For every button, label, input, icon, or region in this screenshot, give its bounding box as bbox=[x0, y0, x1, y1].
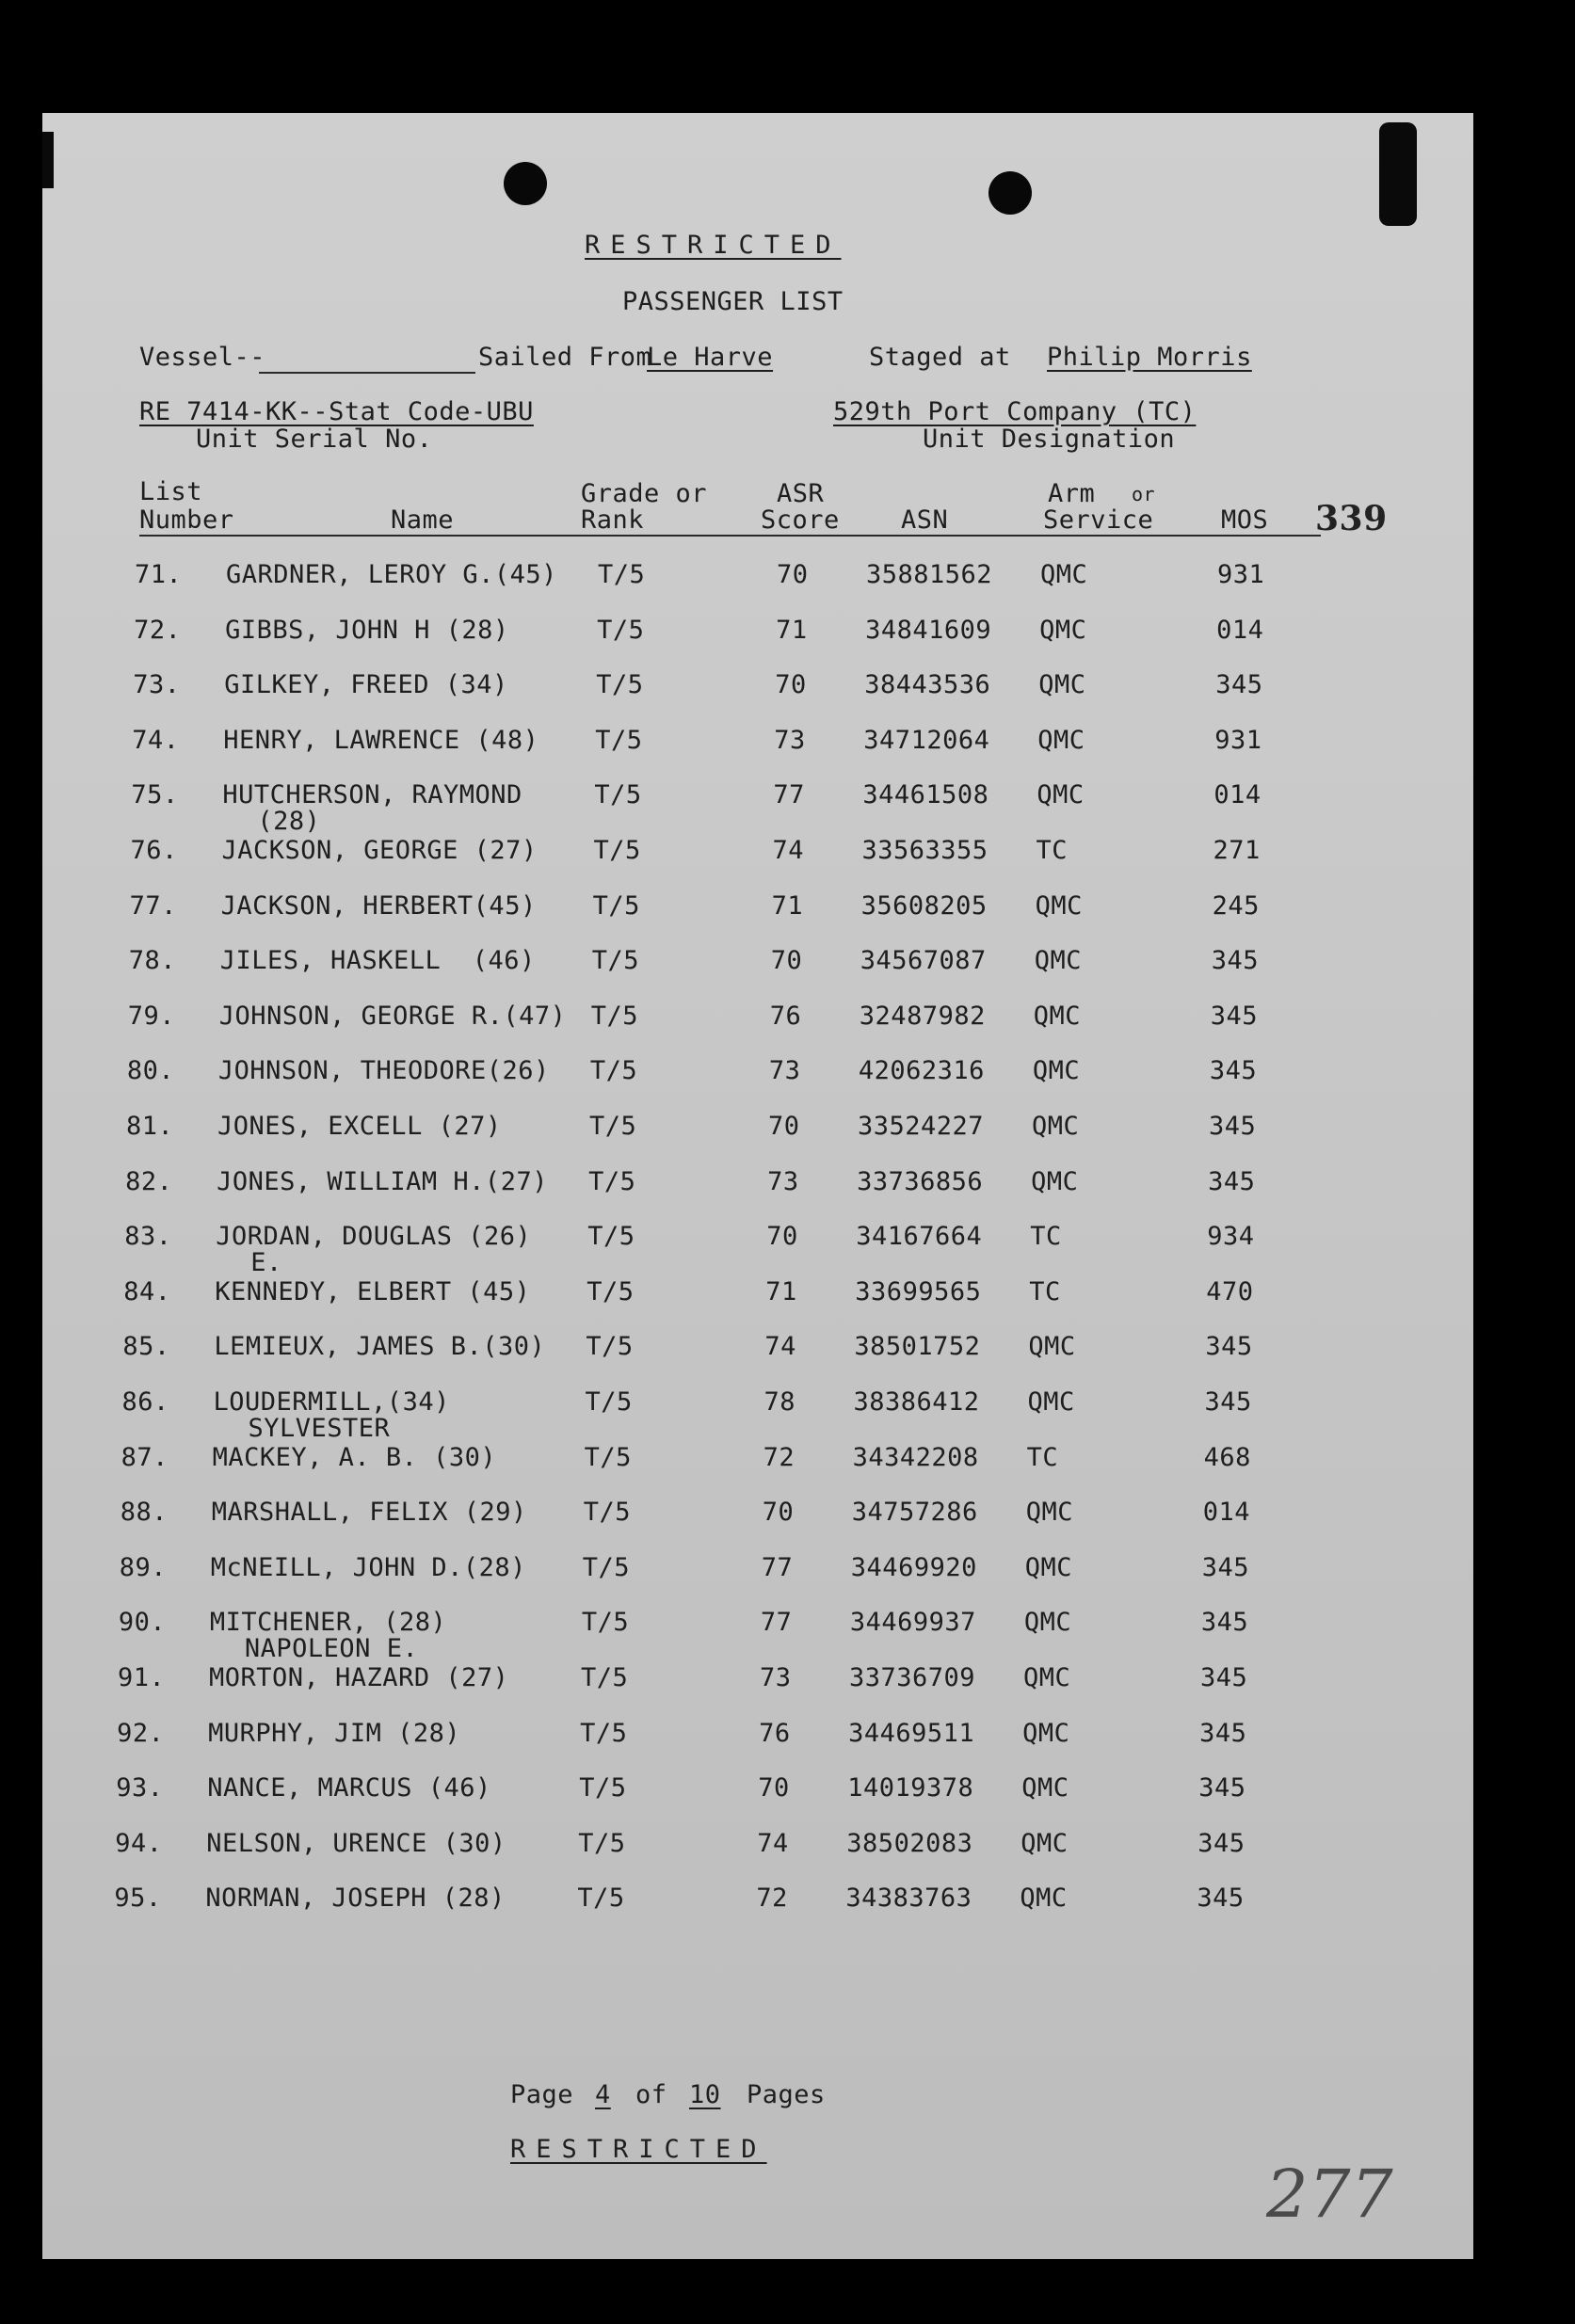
passenger-name: MITCHENER, (28) bbox=[209, 1608, 447, 1638]
handwritten-number: 277 bbox=[1266, 2156, 1394, 2233]
stamp-number: 339 bbox=[1315, 499, 1388, 538]
grade: T/5 bbox=[588, 1166, 636, 1196]
col-asr-line2: Score bbox=[761, 505, 840, 535]
passenger-name-continued: (28) bbox=[257, 807, 321, 837]
asn: 33736709 bbox=[849, 1663, 976, 1692]
col-asn: ASN bbox=[901, 505, 949, 535]
grade: T/5 bbox=[582, 1552, 631, 1582]
list-number: 94. bbox=[115, 1828, 163, 1858]
asr-score: 71 bbox=[765, 1276, 797, 1306]
service: QMC bbox=[1023, 1608, 1072, 1638]
mos: 014 bbox=[1213, 780, 1262, 810]
asr-score: 70 bbox=[762, 1498, 795, 1528]
asr-score: 72 bbox=[763, 1442, 796, 1472]
mos: 345 bbox=[1205, 1332, 1253, 1362]
mos: 014 bbox=[1202, 1498, 1250, 1528]
passenger-name: NELSON, URENCE (30) bbox=[206, 1828, 506, 1858]
asn: 34342208 bbox=[852, 1442, 979, 1472]
mos: 345 bbox=[1199, 1718, 1247, 1748]
passenger-name: NORMAN, JOSEPH (28) bbox=[205, 1883, 506, 1914]
asr-score: 70 bbox=[777, 560, 809, 589]
list-number: 91. bbox=[118, 1663, 166, 1692]
mos: 345 bbox=[1197, 1828, 1246, 1858]
passenger-name: JORDAN, DOUGLAS (26) bbox=[216, 1222, 532, 1252]
sailed-from-label: Sailed From bbox=[478, 343, 652, 372]
service: QMC bbox=[1040, 560, 1088, 589]
service: QMC bbox=[1037, 725, 1085, 755]
list-number: 80. bbox=[126, 1056, 175, 1086]
asr-score: 70 bbox=[758, 1773, 790, 1803]
asr-score: 70 bbox=[766, 1222, 798, 1252]
staged-at-value: Philip Morris bbox=[1047, 343, 1252, 372]
grade: T/5 bbox=[584, 1442, 632, 1472]
asr-score: 71 bbox=[771, 890, 804, 921]
col-arm-line2: Service bbox=[1043, 505, 1154, 535]
unit-serial-label: Unit Serial No. bbox=[196, 425, 433, 454]
service: QMC bbox=[1025, 1498, 1073, 1528]
service: QMC bbox=[1021, 1773, 1069, 1803]
passenger-name: JONES, WILLIAM H.(27) bbox=[217, 1166, 548, 1196]
list-number: 84. bbox=[123, 1276, 171, 1306]
asr-score: 76 bbox=[769, 1001, 802, 1031]
service: QMC bbox=[1034, 946, 1082, 976]
grade: T/5 bbox=[590, 1001, 639, 1031]
asn: 34712064 bbox=[863, 725, 990, 755]
grade: T/5 bbox=[593, 836, 641, 865]
asn: 38502083 bbox=[846, 1828, 973, 1858]
list-number: 93. bbox=[116, 1773, 164, 1803]
service: TC bbox=[1030, 1222, 1062, 1252]
col-mos: MOS bbox=[1221, 505, 1269, 535]
asn: 34567087 bbox=[860, 946, 987, 976]
passenger-name: NANCE, MARCUS (46) bbox=[207, 1773, 491, 1803]
grade: T/5 bbox=[583, 1498, 631, 1528]
service: QMC bbox=[1035, 890, 1083, 921]
list-number: 79. bbox=[127, 1001, 176, 1031]
mos: 345 bbox=[1215, 670, 1263, 700]
grade: T/5 bbox=[589, 1112, 637, 1141]
list-number: 72. bbox=[134, 615, 182, 645]
asr-score: 73 bbox=[767, 1166, 799, 1196]
asr-score: 71 bbox=[776, 615, 808, 645]
grade: T/5 bbox=[585, 1387, 633, 1417]
asr-score: 74 bbox=[772, 836, 805, 865]
classification-footer: RESTRICTED bbox=[510, 2135, 767, 2164]
mos: 014 bbox=[1216, 615, 1264, 645]
list-number: 87. bbox=[121, 1442, 169, 1472]
grade: T/5 bbox=[580, 1718, 628, 1748]
passenger-name: MARSHALL, FELIX (29) bbox=[211, 1498, 527, 1528]
asn: 38443536 bbox=[864, 670, 991, 700]
grade: T/5 bbox=[581, 1663, 629, 1692]
grade: T/5 bbox=[592, 890, 640, 921]
asn: 33736856 bbox=[857, 1166, 984, 1196]
asn: 34757286 bbox=[851, 1498, 978, 1528]
asr-score: 74 bbox=[757, 1828, 789, 1858]
vessel-label: Vessel-- bbox=[139, 343, 266, 372]
service: TC bbox=[1026, 1442, 1059, 1472]
classification-header: RESTRICTED bbox=[585, 231, 842, 260]
mos: 931 bbox=[1217, 560, 1265, 589]
asr-score: 77 bbox=[761, 1552, 794, 1582]
asn: 35881562 bbox=[866, 560, 993, 589]
page-of: of bbox=[635, 2080, 667, 2109]
grade: T/5 bbox=[587, 1276, 635, 1306]
list-number: 71. bbox=[135, 560, 183, 589]
mos: 345 bbox=[1210, 1001, 1259, 1031]
list-number: 85. bbox=[122, 1332, 170, 1362]
passenger-name: LOUDERMILL,(34) bbox=[213, 1387, 450, 1417]
list-number: 92. bbox=[117, 1718, 165, 1748]
passenger-name-continued: SYLVESTER bbox=[248, 1414, 391, 1443]
list-number: 88. bbox=[120, 1498, 168, 1528]
service: QMC bbox=[1037, 780, 1085, 810]
asn: 14019378 bbox=[847, 1773, 974, 1803]
asr-score: 70 bbox=[768, 1112, 800, 1141]
passenger-name: LEMIEUX, JAMES B.(30) bbox=[214, 1332, 546, 1362]
col-list-number-line2: Number bbox=[139, 505, 234, 535]
passenger-name: McNEILL, JOHN D.(28) bbox=[210, 1552, 526, 1582]
mos: 345 bbox=[1208, 1166, 1256, 1196]
passenger-name: JOHNSON, THEODORE(26) bbox=[217, 1056, 550, 1086]
asr-score: 73 bbox=[768, 1056, 801, 1086]
service: QMC bbox=[1031, 1166, 1079, 1196]
grade: T/5 bbox=[589, 1056, 638, 1086]
service: QMC bbox=[1032, 1056, 1081, 1086]
mos: 345 bbox=[1204, 1387, 1252, 1417]
mos: 345 bbox=[1200, 1608, 1249, 1638]
grade: T/5 bbox=[578, 1828, 626, 1858]
document-page bbox=[42, 113, 1473, 2259]
list-number: 73. bbox=[133, 670, 181, 700]
passenger-name: KENNEDY, ELBERT (45) bbox=[215, 1276, 531, 1306]
mos: 345 bbox=[1209, 1056, 1258, 1086]
service: QMC bbox=[1023, 1663, 1071, 1692]
asr-score: 78 bbox=[763, 1387, 796, 1417]
grade: T/5 bbox=[595, 725, 643, 755]
unit-serial-value: RE 7414-KK--Stat Code-UBU bbox=[139, 397, 534, 426]
grade: T/5 bbox=[597, 615, 645, 645]
mos: 345 bbox=[1211, 946, 1259, 976]
service: QMC bbox=[1033, 1001, 1082, 1031]
mos: 345 bbox=[1200, 1663, 1248, 1692]
col-name: Name bbox=[391, 505, 455, 535]
unit-designation-value: 529th Port Company (TC) bbox=[833, 397, 1197, 426]
grade: T/5 bbox=[587, 1222, 635, 1252]
asn: 38501752 bbox=[854, 1332, 981, 1362]
service: QMC bbox=[1024, 1552, 1073, 1582]
asr-score: 72 bbox=[756, 1883, 788, 1914]
asr-score: 74 bbox=[764, 1332, 796, 1362]
mos: 345 bbox=[1201, 1552, 1250, 1582]
service: QMC bbox=[1022, 1718, 1070, 1748]
col-asr-line1: ASR bbox=[777, 479, 825, 508]
asn: 34469511 bbox=[848, 1718, 975, 1748]
service: QMC bbox=[1020, 1883, 1068, 1914]
asn: 32487982 bbox=[859, 1001, 986, 1031]
col-grade-line2: Rank bbox=[581, 505, 645, 535]
asn: 42062316 bbox=[858, 1056, 985, 1086]
page-total: 10 bbox=[689, 2080, 721, 2109]
service: QMC bbox=[1038, 670, 1086, 700]
passenger-name: JACKSON, HERBERT(45) bbox=[220, 890, 537, 921]
asn: 34469937 bbox=[849, 1608, 976, 1638]
passenger-name: MACKEY, A. B. (30) bbox=[212, 1442, 497, 1472]
asn: 33699565 bbox=[855, 1276, 982, 1306]
asn: 34461508 bbox=[862, 780, 989, 810]
list-number: 82. bbox=[125, 1166, 173, 1196]
passenger-name: JOHNSON, GEORGE R.(47) bbox=[218, 1001, 567, 1031]
unit-designation-label: Unit Designation bbox=[923, 425, 1176, 454]
mos: 245 bbox=[1212, 890, 1260, 921]
asn: 34167664 bbox=[856, 1222, 983, 1252]
passenger-name: JONES, EXCELL (27) bbox=[217, 1112, 502, 1141]
grade: T/5 bbox=[579, 1773, 627, 1803]
passenger-name: GARDNER, LEROY G.(45) bbox=[226, 560, 557, 589]
page-label: Page bbox=[510, 2080, 574, 2109]
passenger-name: MORTON, HAZARD (27) bbox=[209, 1663, 509, 1692]
asr-score: 70 bbox=[775, 670, 807, 700]
service: QMC bbox=[1021, 1828, 1069, 1858]
list-number: 74. bbox=[132, 725, 180, 755]
grade: T/5 bbox=[581, 1608, 630, 1638]
punch-hole bbox=[988, 171, 1032, 215]
grade: T/5 bbox=[591, 946, 639, 976]
mos: 468 bbox=[1203, 1442, 1251, 1472]
list-number: 75. bbox=[131, 780, 179, 810]
service: TC bbox=[1029, 1276, 1061, 1306]
passenger-name-continued: NAPOLEON E. bbox=[244, 1634, 419, 1664]
asr-score: 70 bbox=[770, 946, 803, 976]
page-current: 4 bbox=[595, 2080, 611, 2109]
col-arm-line1: Arm bbox=[1048, 479, 1096, 508]
asr-score: 77 bbox=[773, 780, 805, 810]
passenger-name: JACKSON, GEORGE (27) bbox=[221, 836, 538, 865]
service: QMC bbox=[1027, 1387, 1075, 1417]
list-number: 77. bbox=[129, 890, 177, 921]
grade: T/5 bbox=[577, 1883, 625, 1914]
asn: 38386412 bbox=[853, 1387, 980, 1417]
staged-at-label: Staged at bbox=[869, 343, 1011, 372]
list-number: 81. bbox=[126, 1112, 174, 1141]
list-number: 78. bbox=[128, 946, 176, 976]
passenger-name: MURPHY, JIM (28) bbox=[208, 1718, 461, 1748]
sailed-from-value: Le Harve bbox=[647, 343, 774, 372]
asn: 34383763 bbox=[845, 1883, 972, 1914]
mos: 345 bbox=[1197, 1883, 1245, 1914]
list-number: 89. bbox=[119, 1552, 168, 1582]
asr-score: 73 bbox=[760, 1663, 792, 1692]
mos: 931 bbox=[1214, 725, 1262, 755]
col-grade-line1: Grade or bbox=[581, 479, 708, 508]
asr-score: 77 bbox=[760, 1608, 793, 1638]
mos: 470 bbox=[1206, 1276, 1254, 1306]
grade: T/5 bbox=[596, 670, 644, 700]
col-arm-or: or bbox=[1132, 483, 1156, 505]
binder-mark bbox=[1379, 122, 1417, 226]
asr-score: 73 bbox=[774, 725, 806, 755]
list-number: 76. bbox=[130, 836, 178, 865]
list-number: 90. bbox=[118, 1608, 167, 1638]
asn: 34469920 bbox=[850, 1552, 977, 1582]
mos: 345 bbox=[1209, 1112, 1257, 1141]
passenger-name: GILKEY, FREED (34) bbox=[224, 670, 508, 700]
mos: 271 bbox=[1213, 836, 1261, 865]
col-list-number-line1: List bbox=[139, 477, 203, 506]
binder-mark bbox=[42, 132, 54, 188]
passenger-name: GIBBS, JOHN H (28) bbox=[225, 615, 509, 645]
service: QMC bbox=[1039, 615, 1087, 645]
asn: 35608205 bbox=[860, 890, 988, 921]
service: QMC bbox=[1032, 1112, 1080, 1141]
passenger-name: HENRY, LAWRENCE (48) bbox=[223, 725, 539, 755]
service: QMC bbox=[1028, 1332, 1076, 1362]
passenger-name-continued: E. bbox=[250, 1248, 282, 1278]
document-title: PASSENGER LIST bbox=[622, 287, 844, 316]
vessel-blank bbox=[259, 372, 475, 374]
list-number: 95. bbox=[114, 1883, 162, 1914]
list-number: 86. bbox=[121, 1387, 169, 1417]
grade: T/5 bbox=[586, 1332, 634, 1362]
service: TC bbox=[1036, 836, 1069, 865]
list-number: 83. bbox=[124, 1222, 172, 1252]
grade: T/5 bbox=[594, 780, 642, 810]
grade: T/5 bbox=[598, 560, 646, 589]
asn: 33563355 bbox=[861, 836, 988, 865]
pages-label: Pages bbox=[747, 2080, 826, 2109]
asn: 34841609 bbox=[865, 615, 992, 645]
passenger-name: JILES, HASKELL (46) bbox=[219, 946, 536, 976]
asn: 33524227 bbox=[858, 1112, 985, 1141]
mos: 934 bbox=[1207, 1222, 1255, 1252]
mos: 345 bbox=[1198, 1773, 1246, 1803]
asr-score: 76 bbox=[759, 1718, 791, 1748]
passenger-name: HUTCHERSON, RAYMOND bbox=[222, 780, 522, 810]
header-rule bbox=[139, 535, 1321, 537]
punch-hole bbox=[504, 162, 547, 205]
